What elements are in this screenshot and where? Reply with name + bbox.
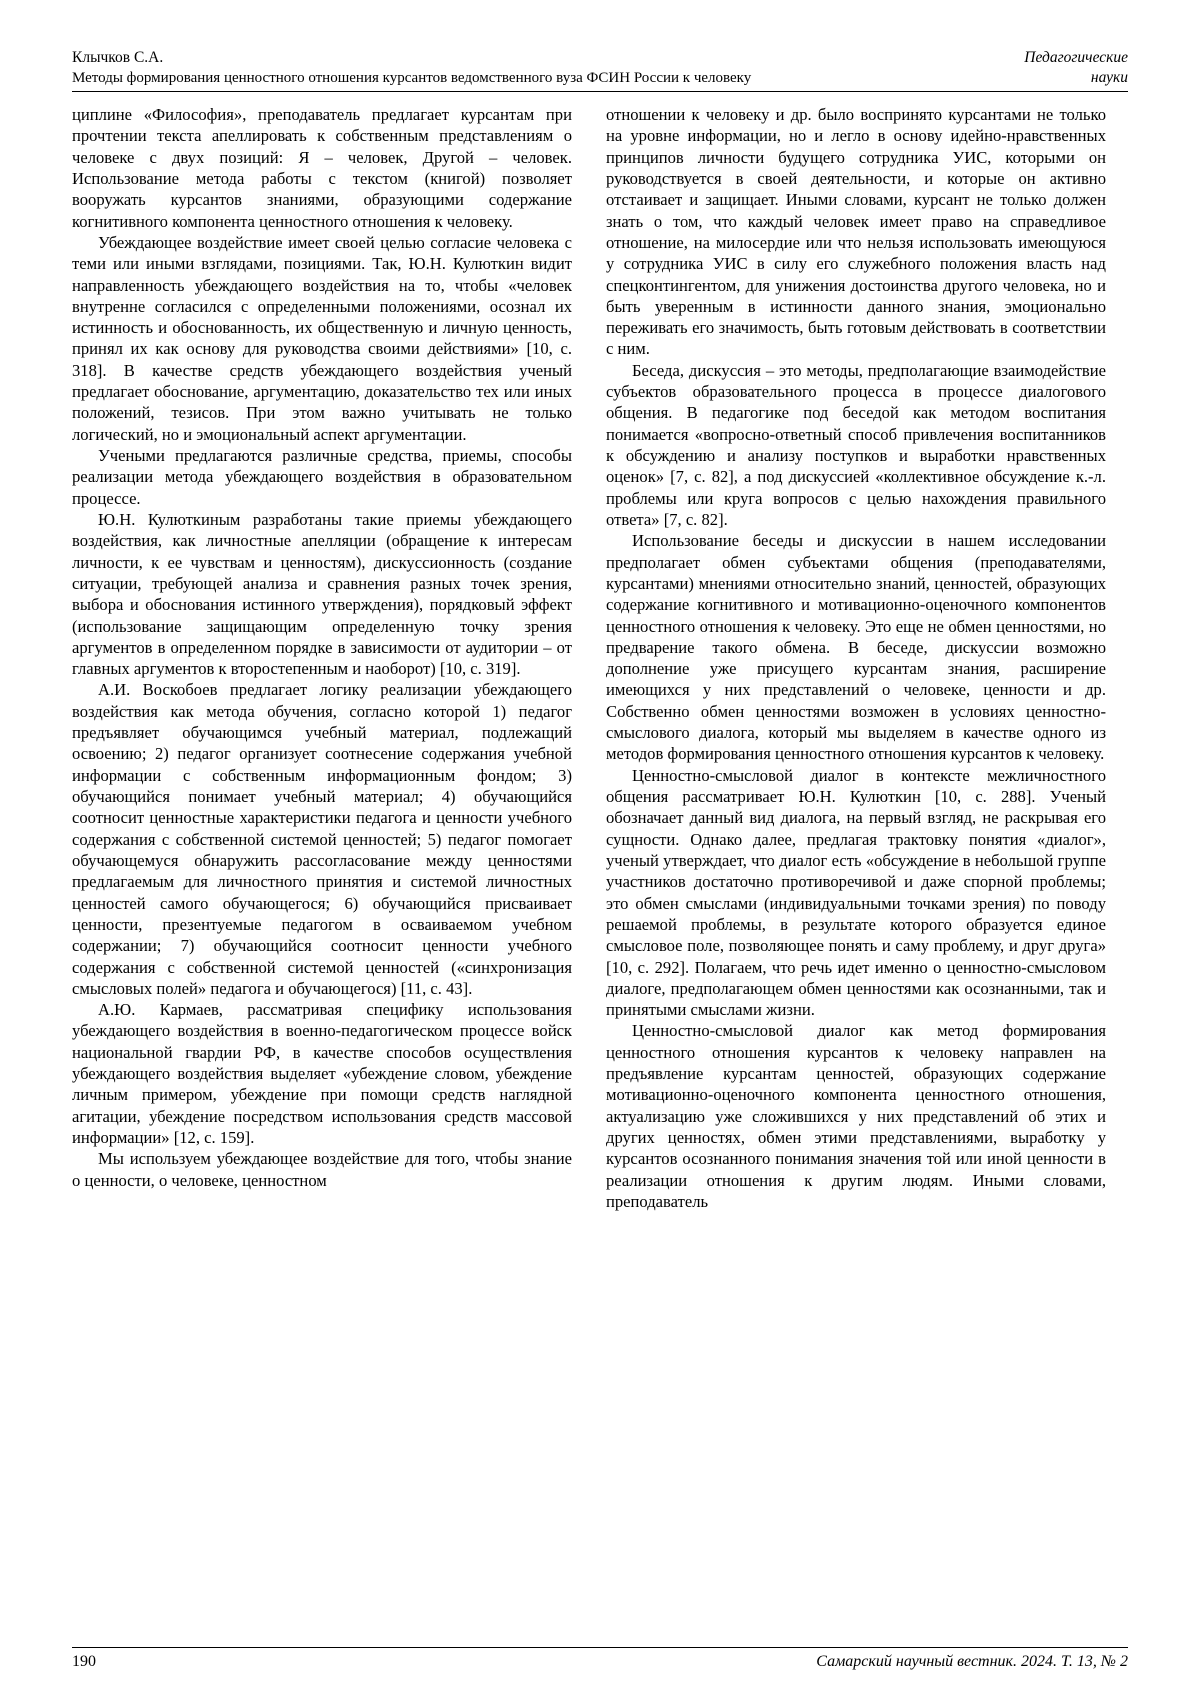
paragraph: Ю.Н. Кулюткиным разработаны такие приемы убеждающего воздействия, как личностные апелляции (обращение к интересам личности, к ее чувствам и ценностям), дискуссионность (создание ситуации, требующей анализа и сравнения разных точек зрения, выбора и обоснования истинного утверждения), порядковый эффект (использование защищающим определенную точку зрения аргументов в определенном порядке в зависимости от аудитории – от главных аргументов к второстепенным и наоборот) [10, с. 319]. <box>72 509 572 679</box>
paragraph: Мы используем убеждающее воздействие для того, чтобы знание о ценности, о человеке, ценностном <box>72 1149 572 1190</box>
running-head-author: Клычков С.А. <box>72 49 164 66</box>
paragraph: А.И. Воскобоев предлагает логику реализации убеждающего воздействия как метода обучения, согласно которой 1) педагог предъявляет обучающимся учебный материал, подлежащий освоению; 2) педагог организует соотнесение содержания учебной информации с собственным информационным фондом; 3) обучающийся понимает учебный материал; 4) обучающийся соотносит ценностные характеристики педагога и ценности учебного содержания с собственной системой ценностей; 5) педагог помогает обучающемуся обнаружить рассогласование между ценностями предлагаемым для личностного принятия и системой личностных ценностей самого обучающегося; 6) обучающийся присваивает ценности, презентуемые педагогом в осваиваемом учебном содержании; 7) обучающийся соотносит ценности учебного содержания с собственной системой ценностей («синхронизация смысловых полей» педагога и обучающегося) [11, с. 43]. <box>72 680 572 998</box>
running-head-divider <box>72 91 1128 92</box>
left-column <box>72 104 572 1584</box>
paragraph: Ценностно-смысловой диалог как метод формирования ценностного отношения курсантов к человеку направлен на предъявление курсантам ценностей, образующих содержание мотивационно-оценочного компонента ценностного отношения, актуализацию уже сложившихся у них представлений об этих и других ценностях, обмен этими представлениями, выработку у курсантов осознанного понимания значения той или иной ценности в реализации отношения к другим людям. Иными словами, преподаватель <box>606 1021 1106 1211</box>
page-number: 190 <box>72 1653 96 1670</box>
paragraph: циплине «Философия», преподаватель предлагает курсантам при прочтении текста апеллировать к собственным представлениям о человеке с двух позиций: Я – человек, Другой – человек. Использование метода работы с текстом (книгой) позволяет вооружать курсантов знаниями, образующими содержание когнитивного компонента ценностного отношения к человеку. <box>72 105 572 231</box>
running-head-article-title: Методы формирования ценностного отношения курсантов ведомственного вуза ФСИН России к человеку <box>72 69 752 86</box>
journal-reference: Самарский научный вестник. 2024. Т. 13, № 2 <box>816 1653 1128 1670</box>
body-columns <box>72 104 1128 1584</box>
paragraph: Убеждающее воздействие имеет своей целью согласие человека с теми или иными взглядами, позициями. Так, Ю.Н. Кулюткин видит направленность убеждающего воздействия на то, чтобы «человек внутренне согласился с определенными положениями, осознал их истинность и обоснованность, их общественную и личную ценность, принял их как основу для руководства своими действиями» [10, с. 318]. В качестве средств убеждающего воздействия ученый предлагает обоснование, аргументацию, доказательство тех или иных положений, тезисов. При этом важно учитывать не только логический, но и эмоциональный аспект аргументации. <box>72 232 572 444</box>
paragraph: Ценностно-смысловой диалог в контексте межличностного общения рассматривает Ю.Н. Кулюткин [10, с. 288]. Ученый обозначает данный вид диалога, на первый взгляд, не раскрывая его сущности. Однако далее, предлагая трактовку понятия «диалог», ученый утверждает, что диалог есть «обсуждение в небольшой группе участников достаточно противоречивой и даже спорной проблемы; это обмен смыслами (индивидуальными точками зрения) по поводу решаемой проблемы, в результате которого образуется единое смысловое поле, позволяющее понять и саму проблему, и друг друга» [10, с. 292]. Полагаем, что речь идет именно о ценностно-смысловом диалоге, предполагающем обмен ценностями как осознанными, так и принятыми смыслами жизни. <box>606 765 1106 1020</box>
page-footer <box>72 1647 1128 1671</box>
paragraph: отношении к человеку и др. было воспринято курсантами не только на уровне информации, но и легло в основу идейно-нравственных принципов личности будущего сотрудника УИС, которыми он руководствуется в своей деятельности, и которые он активно отстаивает и защищает. Иными словами, курсант не только должен знать о том, что каждый человек имеет право на справедливое отношение, на милосердие или что нельзя использовать имеющуюся у сотрудника УИС в силу его служебного положения власть над спецконтингентом, для унижения достоинства другого человека, но и быть уверенным в истинности данного знания, эмоционально переживать его значимость, быть готовым действовать в соответствии с ним. <box>606 105 1106 359</box>
right-column <box>606 104 1106 1584</box>
paragraph: Учеными предлагаются различные средства, приемы, способы реализации метода убеждающего воздействия в образовательном процессе. <box>72 446 572 508</box>
running-head-line-1 <box>72 48 1128 68</box>
footer-divider <box>72 1647 1128 1648</box>
running-head <box>72 48 1128 92</box>
running-head-section-line-2: науки <box>1090 68 1128 86</box>
paragraph: Беседа, дискуссия – это методы, предполагающие взаимодействие субъектов образовательного процесса в процессе диалогового общения. В педагогике под беседой как методом воспитания понимается «вопросно-ответный способ привлечения воспитанников к обсуждению и анализу поступков и выработки нравственных оценок» [7, с. 82], а под дискуссией «коллективное обсуждение к.-л. проблемы или круга вопросов с целью нахождения правильного ответа» [7, с. 82]. <box>606 360 1106 529</box>
running-head-section-line-1: Педагогические <box>1024 49 1128 66</box>
running-head-line-2 <box>72 68 1128 88</box>
paragraph: Использование беседы и дискуссии в нашем исследовании предполагает обмен субъектами общения (преподавателями, курсантами) мнениями относительно знаний, ценностей, образующих содержание когнитивного и мотивационно-оценочного компонентов ценностного отношения к человеку. Это еще не обмен ценностями, но предварение такого обмена. В беседе, дискуссии возможно дополнение уже присущего курсантам знания, расширение имеющихся у них представлений о человеке, ценности и др. Собственно обмен ценностями возможен в условиях ценностно-смыслового диалога, который мы выделяем в качестве одного из методов формирования ценностного отношения курсантов к человеку. <box>606 531 1106 764</box>
paragraph: А.Ю. Кармаев, рассматривая специфику использования убеждающего воздействия в военно-педагогическом процессе войск национальной гвардии РФ, в качестве способов осуществления убеждающего воздействия выделяет «убеждение словом, убеждение личным примером, убеждение при помощи средств наглядной агитации, убеждение посредством использования средств массовой информации» [12, с. 159]. <box>72 1000 572 1148</box>
